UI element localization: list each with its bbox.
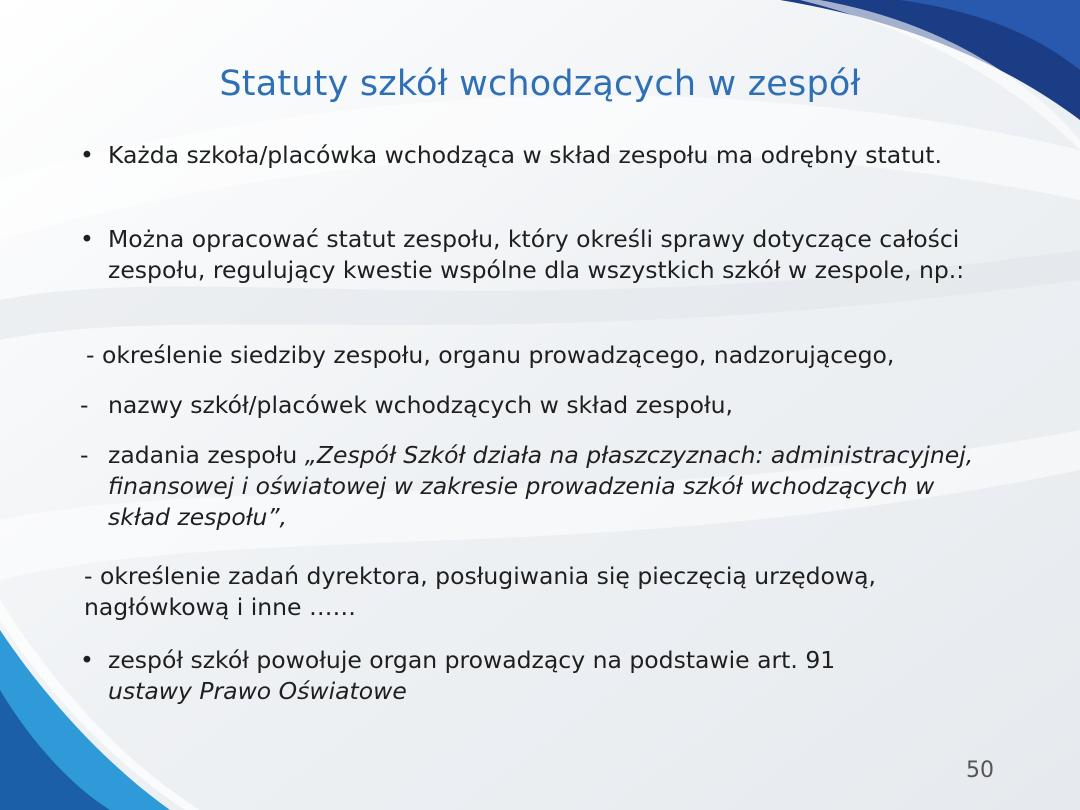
- bullet-marker: •: [80, 225, 94, 253]
- bullet-marker: •: [80, 141, 94, 169]
- law-reference: ustawy Prawo Oświatowe: [108, 677, 407, 705]
- bullet-item: [80, 645, 1000, 707]
- bullet-text: Każda szkoła/placówka wchodząca w skład zespołu ma odrębny statut.: [108, 141, 942, 169]
- dash-text: zadania zespołu: [108, 441, 305, 469]
- dash-marker: -: [80, 391, 89, 419]
- quote-text: „Zespół Szkół działa na płaszczyznach: administracyjnej, finansowej i oświatowej w zakresie prowadzenia szkół wchodzących w skład zespołu”,: [108, 441, 974, 531]
- page-number: 50: [966, 758, 994, 783]
- dash-item: [80, 440, 1000, 533]
- dash-item: - określenie siedziby zespołu, organu prowadzącego, nadzorującego,: [86, 341, 895, 369]
- slide-title: Statuty szkół wchodzących w zespół: [219, 64, 861, 104]
- dash-item: [80, 390, 1000, 421]
- bullet-marker: •: [80, 646, 94, 674]
- dash-marker: -: [80, 441, 89, 469]
- dash-text: nazwy szkół/placówek wchodzących w skład zespołu,: [108, 391, 734, 419]
- bullet-text: zespół szkół powołuje organ prowadzący na podstawie art. 91: [108, 646, 836, 674]
- dash-item: - określenie zadań dyrektora, posługiwania się pieczęcią urzędową, nagłówkową i inne ……: [84, 562, 877, 621]
- bullet-text: Można opracować statut zespołu, który określi sprawy dotyczące całości zespołu, regulujący kwestie wspólne dla wszystkich szkół w zespole, np.:: [108, 225, 965, 284]
- bullet-item: [80, 224, 1000, 286]
- bullet-item: [80, 140, 1000, 171]
